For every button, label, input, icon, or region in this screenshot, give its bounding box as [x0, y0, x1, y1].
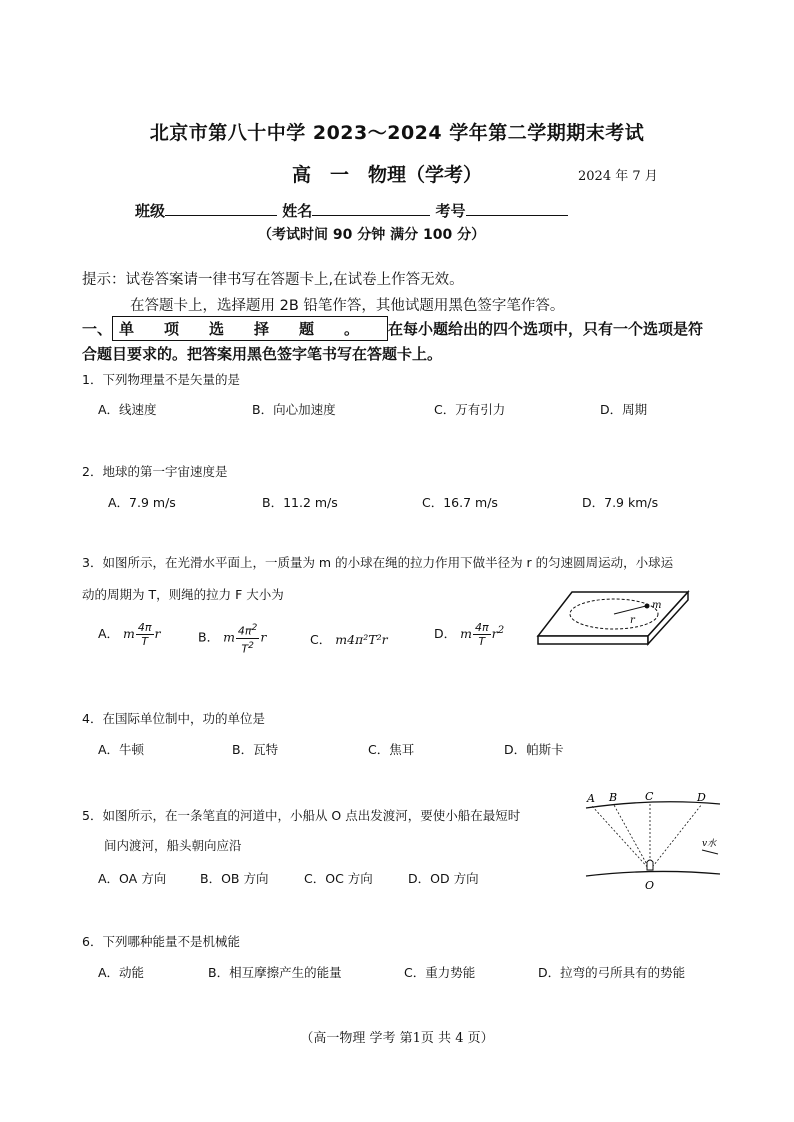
q5-option-a: A．OA 方向 [98, 871, 167, 886]
q4-option-b: B．瓦特 [232, 742, 279, 757]
label-v-water: v水 [702, 839, 717, 849]
exam-subtitle: 高 一 物理（学考） [292, 164, 483, 186]
q3-option-b-label: B． [198, 629, 220, 645]
id-blank [466, 200, 568, 216]
boat-icon [647, 860, 653, 870]
q5-option-d: D．OD 方向 [408, 871, 479, 886]
question-3-stem-1: 3．如图所示，在光滑水平面上，一质量为 m 的小球在绳的拉力作用下做半径为 r 的匀速圆周运动，小球运 [82, 555, 674, 570]
section-1-header [82, 316, 703, 341]
question-6-stem: 6．下列哪种能量不是机械能 [82, 934, 240, 949]
q4-option-c: C．焦耳 [368, 742, 415, 757]
fig-label-m: m [652, 600, 662, 611]
tip-line-2: 在答题卡上，选择题用 2B 铅笔作答，其他试题用黑色签字笔作答。 [130, 298, 565, 314]
line-oa [592, 806, 650, 870]
q3-option-c-formula: m4π²T²r [335, 632, 388, 647]
q1-option-a: A．线速度 [98, 402, 157, 417]
exam-note: （考试时间 90 分钟 满分 100 分） [258, 227, 486, 243]
question-1-stem: 1．下列物理量不是矢量的是 [82, 372, 240, 387]
name-label: 姓名 [282, 202, 313, 220]
q4-option-d: D．帕斯卡 [504, 742, 564, 757]
q3-option-a: A． m $\frac{4\pi}{T}$ r [98, 621, 161, 648]
q2-option-c: C．16.7 m/s [422, 495, 498, 510]
line-ob [614, 805, 650, 870]
page-footer: （高一物理 学考 第1页 共 4 页） [300, 1031, 494, 1046]
q1-option-c: C．万有引力 [434, 402, 506, 417]
q3-option-a-label: A． [98, 626, 120, 641]
q5-option-c: C．OC 方向 [304, 871, 373, 886]
name-blank [312, 200, 430, 216]
q6-option-a: A．动能 [98, 965, 145, 980]
class-label: 班级 [135, 202, 166, 220]
q6-option-c: C．重力势能 [404, 965, 476, 980]
q1-option-d: D．周期 [600, 402, 648, 417]
section-number: 一、 [82, 320, 113, 338]
q3-option-c [310, 630, 388, 648]
q1-option-b: B．向心加速度 [252, 402, 336, 417]
section-instruction-1: 在每小题给出的四个选项中，只有一个选项是符 [388, 320, 704, 338]
exam-title: 北京市第八十中学 2023～2024 学年第二学期期末考试 [149, 122, 645, 144]
q3-circular-motion-figure [532, 584, 692, 652]
near-bank [586, 871, 720, 876]
q5-river-figure [584, 788, 724, 896]
question-5-stem-2: 间内渡河，船头朝向应沿 [104, 838, 242, 853]
q2-option-a: A．7.9 m/s [108, 495, 176, 510]
q3-option-d: D． m $\frac{4\pi}{T}$ $r^2$ [434, 621, 505, 648]
label-b: B [609, 791, 618, 804]
section-title-box: 单 项 选 择 题 。 [112, 316, 388, 341]
question-2-stem: 2．地球的第一宇宙速度是 [82, 464, 228, 479]
ball [645, 604, 650, 609]
id-label: 考号 [435, 202, 466, 220]
label-o: O [645, 879, 655, 892]
class-blank [165, 200, 277, 216]
current-arrow [702, 850, 718, 854]
q3-option-d-label: D． [434, 626, 457, 641]
plane-front [538, 636, 648, 644]
question-5-stem-1: 5．如图所示，在一条笔直的河道中，小船从 O 点出发渡河，要使小船在最短时 [82, 808, 521, 823]
q5-option-b: B．OB 方向 [200, 871, 269, 886]
q2-option-d: D．7.9 km/s [582, 495, 659, 510]
label-a: A [587, 792, 595, 805]
student-info-row [135, 200, 568, 221]
exam-date: 2024 年 7 月 [578, 169, 658, 184]
q2-option-b: B．11.2 m/s [262, 495, 338, 510]
question-4-stem: 4．在国际单位制中，功的单位是 [82, 711, 265, 726]
q3-option-c-label: C． [310, 632, 332, 647]
q3-option-b: B． m $\frac{4\pi^2}{T^2}$ r [198, 622, 267, 656]
q6-option-d: D．拉弯的弓所具有的势能 [538, 965, 686, 980]
q4-option-a: A．牛顿 [98, 742, 145, 757]
q6-option-b: B．相互摩擦产生的能量 [208, 965, 342, 980]
section-instruction-2: 合题目要求的。把答案用黑色签字笔书写在答题卡上。 [82, 345, 443, 363]
question-3-stem-2: 动的周期为 T，则绳的拉力 F 大小为 [82, 587, 284, 602]
tip-line-1: 提示：试卷答案请一律书写在答题卡上,在试卷上作答无效。 [82, 272, 464, 288]
fig-label-r: r [630, 615, 635, 626]
line-od [650, 804, 702, 870]
label-c: C [645, 790, 654, 803]
label-d: D [697, 791, 706, 804]
